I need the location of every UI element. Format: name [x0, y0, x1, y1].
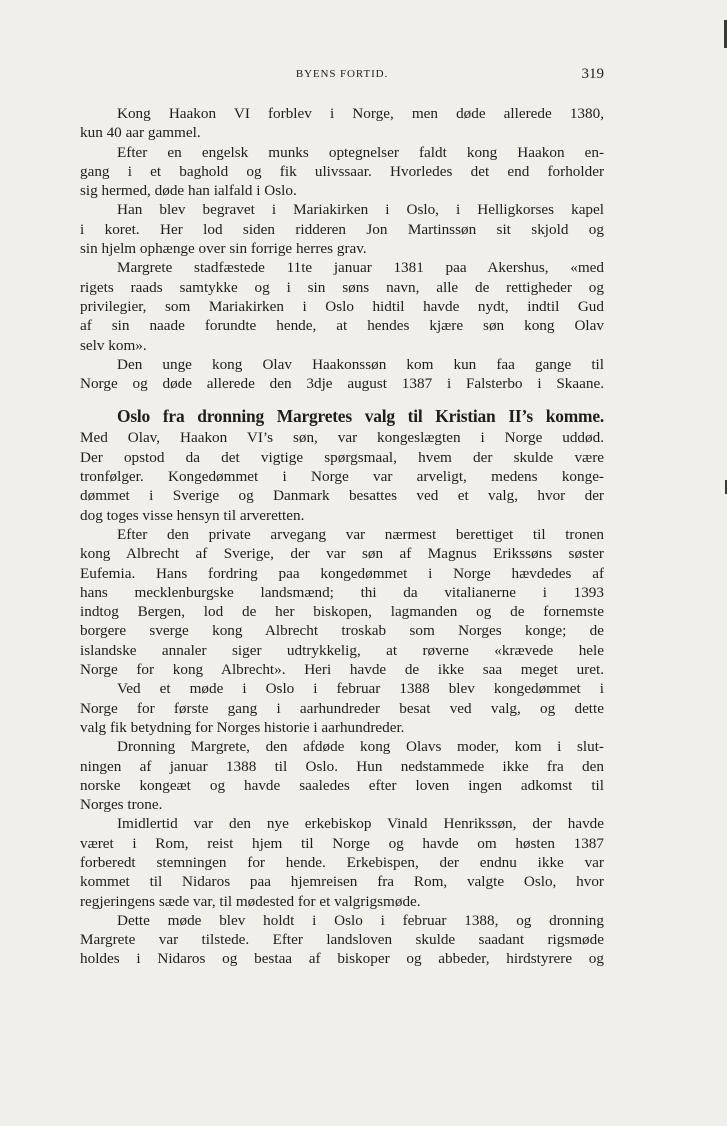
text-line: Norges trone. — [80, 796, 163, 814]
text-line: Efter den private arvegang var nærmest berettiget til tronen — [117, 525, 604, 543]
text-line: ningen af januar 1388 til Oslo. Hun nedstammede ikke fra den — [80, 757, 604, 775]
text-line: tronfølger. Kongedømmet i Norge var arveligt, medens konge- — [80, 468, 604, 486]
body-text — [80, 104, 604, 969]
text-line: Der opstod da det vigtige spørgsmaal, hvem der skulde være — [80, 448, 604, 466]
text-line: sig hermed, døde han ialfald i Oslo. — [80, 182, 297, 200]
text-line: Med Olav, Haakon VI’s søn, var kongeslægten i Norge uddød. — [80, 429, 604, 447]
text-line: Han blev begravet i Mariakirken i Oslo, i Helligkorses kapel — [117, 201, 604, 219]
text-line: af sin naade forundte hende, at hendes kjære søn kong Olav — [80, 317, 604, 335]
text-line: Kong Haakon VI forblev i Norge, men døde allerede 1380, — [117, 105, 604, 122]
text-line: dog toges visse hensyn til arveretten. — [80, 506, 305, 524]
text-line: kun 40 aar gammel. — [80, 124, 201, 142]
text-line: Norge og døde allerede den 3dje august 1387 i Falsterbo i Skaane. — [80, 375, 604, 393]
text-line: regjeringens sæde var, til mødested for et valgrigsmøde. — [80, 892, 421, 910]
text-line: Ved et møde i Oslo i februar 1388 blev kongedømmet i — [117, 680, 604, 698]
text-line: indtog Bergen, lod de her biskopen, lagmanden og de fornemste — [80, 603, 604, 621]
text-line: Margrete stadfæstede 11te januar 1381 paa Akershus, «med — [117, 259, 604, 277]
text-line: borgere sverge kong Albrecht troskab som Norges konge; de — [80, 622, 604, 640]
text-line: kong Albrecht af Sverige, der var søn af Magnus Erikssøns søster — [80, 545, 604, 563]
text-line: Margrete var tilstede. Efter landsloven skulde saadant rigsmøde — [80, 931, 604, 949]
text-line: i koret. Her lod siden ridderen Jon Martinssøn sit skjold og — [80, 220, 604, 238]
text-line: privilegier, som Mariakirken i Oslo hidtil havde nydt, indtil Gud — [80, 297, 604, 315]
text-line: Dronning Margrete, den afdøde kong Olavs moder, kom i slut- — [117, 738, 604, 756]
text-line: valg fik betydning for Norges historie i aarhundreder. — [80, 718, 405, 736]
text-line: Norge for kong Albrecht». Heri havde de ikke saa meget uret. — [80, 661, 604, 679]
text-line: Den unge kong Olav Haakonssøn kom kun faa gange til — [117, 355, 604, 373]
text-line: rigets raads samtykke og i sin søns navn, alle de rettigheder og — [80, 278, 604, 296]
text-line: Dette møde blev holdt i Oslo i februar 1388, og dronning — [117, 911, 604, 929]
text-line: Eufemia. Hans fordring paa kongedømmet i Norge hævdedes af — [80, 564, 604, 582]
page-number: 319 — [581, 66, 604, 82]
text-line: selv kom». — [80, 336, 147, 354]
text-line: hans mecklenburgske landsmænd; thi da vitalianerne i 1393 — [80, 583, 604, 601]
text-line: norske kongeæt og havde saaledes efter loven ingen adkomst til — [80, 776, 604, 794]
text-line: forberedt stemningen for hende. Erkebispen, der endnu ikke var — [80, 853, 604, 871]
text-line: sin hjelm ophænge over sin forrige herres grav. — [80, 240, 367, 258]
text-line: dømmet i Sverige og Danmark besattes ved et valg, hvor der — [80, 487, 604, 505]
text-line: gang i et baghold og fik ulivssaar. Hvorledes det end forholder — [80, 162, 604, 180]
text-line: Efter en engelsk munks optegnelser faldt kong Haakon en- — [117, 143, 604, 161]
section-2 — [80, 428, 604, 968]
running-head: BYENS FORTID. — [295, 68, 389, 80]
text-line: kommet til Nidaros paa hjemreisen fra Rom, valgte Oslo, hvor — [80, 873, 604, 891]
section-heading: Oslo fra dronning Margretes valg til Kristian II’s komme. — [117, 406, 604, 427]
section-1 — [80, 104, 604, 393]
text-line: holdes i Nidaros og bestaa af biskoper og abbeder, hirdstyrere og — [80, 950, 604, 968]
text-line: været i Rom, reist hjem til Norge og havde om høsten 1387 — [80, 834, 604, 852]
page-header — [80, 68, 604, 88]
text-line: Norge for første gang i aarhundreder besat ved valg, og dette — [80, 699, 604, 717]
text-line: Imidlertid var den nye erkebiskop Vinald Henrikssøn, der havde — [117, 815, 604, 833]
text-line: islandske annaler siger udtrykkelig, at røverne «krævede hele — [80, 641, 604, 659]
